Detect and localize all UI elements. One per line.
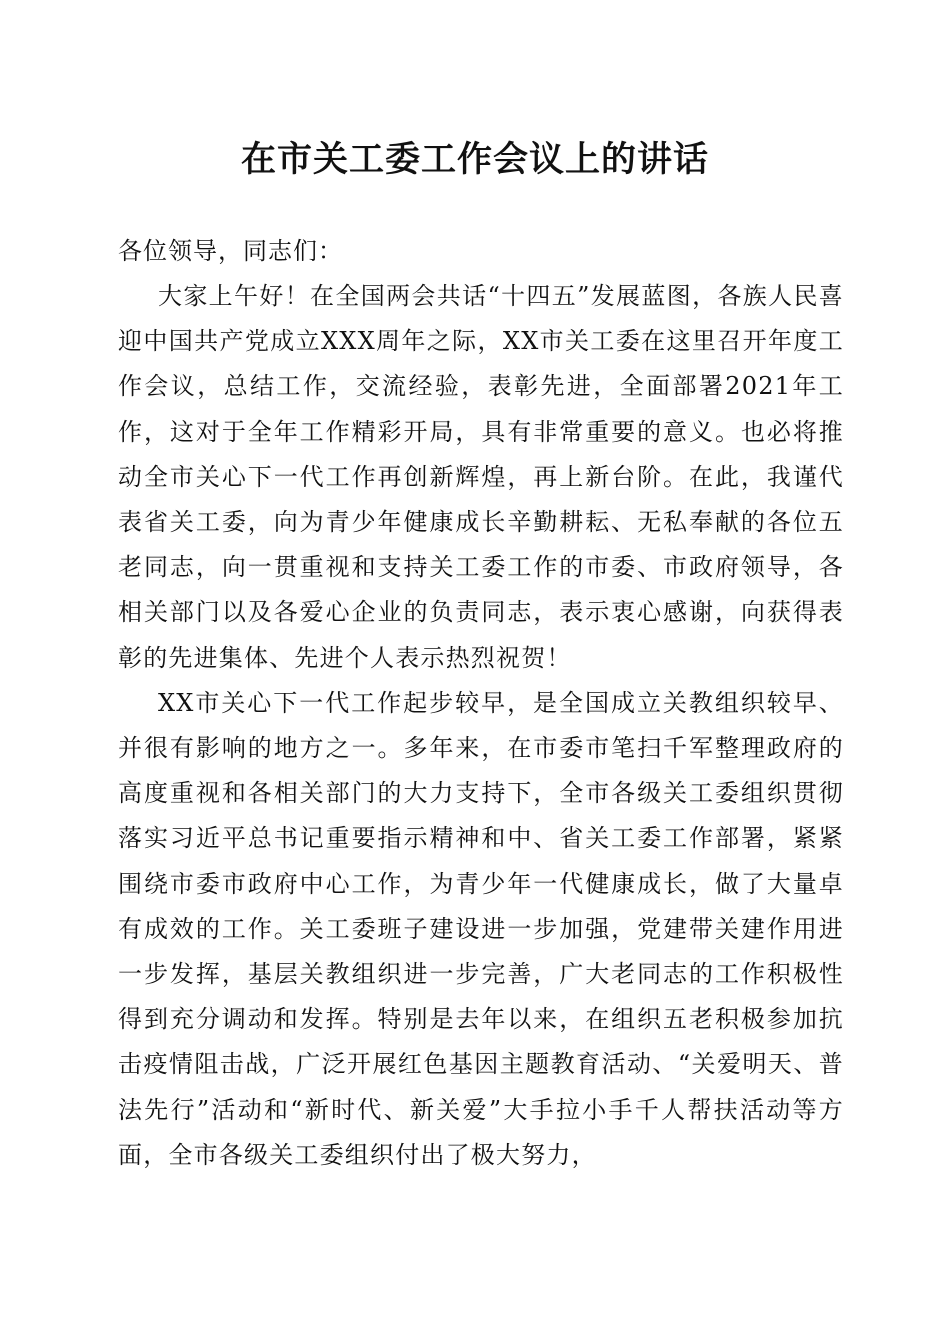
- paragraph-opening: 大家上午好！在全国两会共话“十四五”发展蓝图，各族人民喜迎中国共产党成立XXX周年之际，XX市关工委在这里召开年度工作会议，总结工作，交流经验，表彰先进，全面部署2021年工作，这对于全年工作精彩开局，具有非常重要的意义。也必将推动全市关心下一代工作再创新辉煌，再上新台阶。在此，我谨代表省关工委，向为青少年健康成长辛勤耕耘、无私奉献的各位五老同志，向一贯重视和支持关工委工作的市委、市政府领导，各相关部门以及各爱心企业的负责同志，表示衷心感谢，向获得表彰的先进集体、先进个人表示热烈祝贺！: [118, 282, 844, 672]
- paragraph-achievements: XX市关心下一代工作起步较早，是全国成立关教组织较早、并很有影响的地方之一。多年来，在市委市笔扫千军整理政府的高度重视和各相关部门的大力支持下，全市各级关工委组织贯彻落实习近平总书记重要指示精神和中、省关工委工作部署，紧紧围绕市委市政府中心工作，为青少年一代健康成长，做了大量卓有成效的工作。关工委班子建设进一步加强，党建带关建作用进一步发挥，基层关教组织进一步完善，广大老同志的工作积极性得到充分调动和发挥。特别是去年以来，在组织五老积极参加抗击疫情阻击战，广泛开展红色基因主题教育活动、“关爱明天、普法先行”活动和“新时代、新关爱”大手拉小手千人帮扶活动等方面，全市各级关工委组织付出了极大努力，: [118, 688, 844, 1169]
- page-title: 在市关工委工作会议上的讲话: [240, 139, 709, 180]
- salutation: 各位领导，同志们：: [118, 237, 343, 265]
- document-body: [118, 229, 844, 1178]
